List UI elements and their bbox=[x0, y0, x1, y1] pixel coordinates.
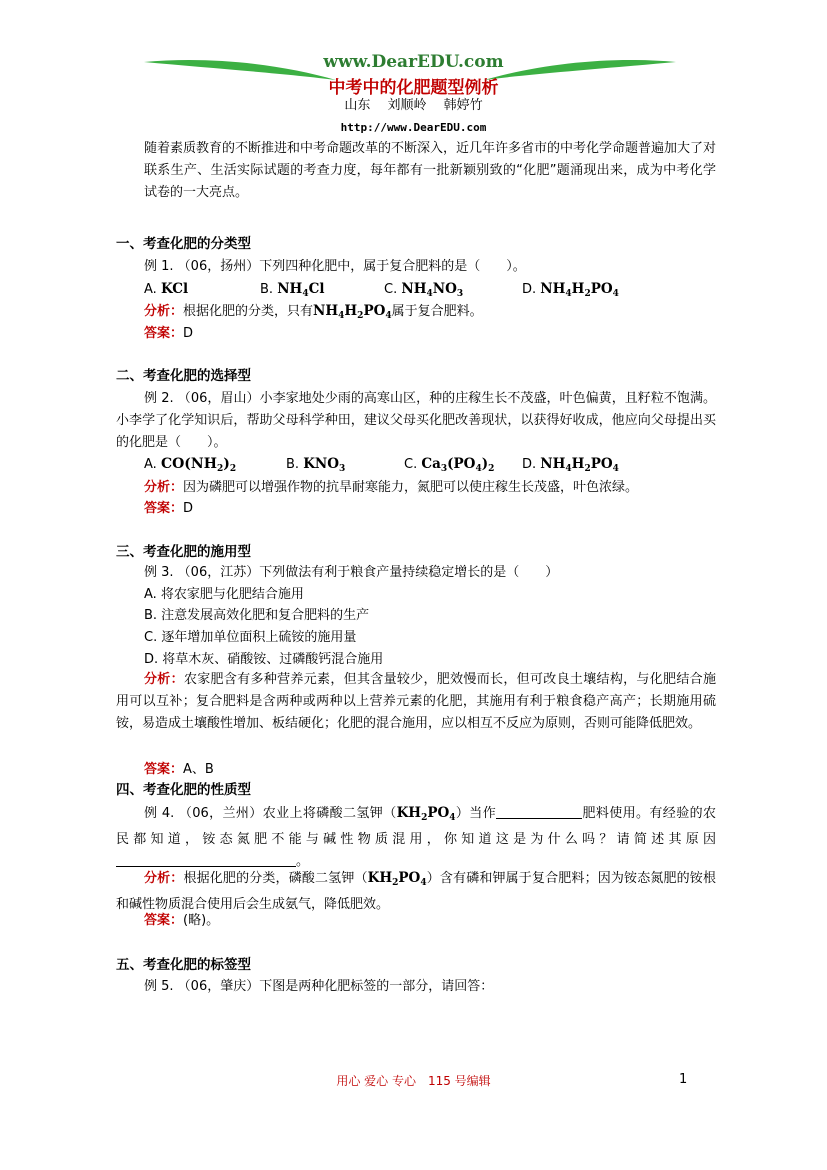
s3-option-a: A. 将农家肥与化肥结合施用 bbox=[144, 587, 304, 602]
s1-option-c: C. $NH_4NO_3$ bbox=[384, 281, 464, 299]
authors: 山东 刘顺岭 韩婷竹 bbox=[344, 98, 483, 113]
intro-paragraph: 随着素质教育的不断推进和中考命题改革的不断深入，近几年许多省市的中考化学命题普遍加大了对联系生产、生活实际试题的考查力度，每年都有一批新颖别致的“化肥”题涌现出来，成为中考化学试卷的一大亮点。 bbox=[144, 141, 717, 200]
s4-question: 例 4. （06，兰州）农业上将磷酸二氢钾$(KH_2PO_4)$当作 肥料使用。有经验的农民都知道，铵态氮肥不能与碱性物质混用，你知道这是为什么吗？请简述其原因。 bbox=[116, 805, 716, 869]
s2-question: 例 2. （06，眉山）小李家地处少雨的高寒山区，种的庄稼生长不茂盛，叶色偏黄，且籽粒不饱满。小李学了化学知识后，帮助父母科学种田，建议父母买化肥改善现状，以获得好收成，他应向父母提出买的化肥是（ ）。 bbox=[116, 391, 716, 450]
s1-option-b: B. $NH_4Cl$ bbox=[260, 281, 325, 299]
section-3-heading: 三、考查化肥的施用型 bbox=[116, 544, 251, 560]
s3-option-d: D. 将草木灰、硝酸铵、过磷酸钙混合施用 bbox=[144, 652, 384, 667]
s4-analysis: 分析：根据化肥的分类，磷酸二氢钾$(KH_2PO_4)$含有磷和钾属于复合肥料；因为铵态氮肥的铵根和碱性物质混合使用后会生成氨气，降低肥效。 bbox=[116, 870, 716, 912]
section-5-heading: 五、考查化肥的标签型 bbox=[116, 957, 251, 973]
footer-text: 用心 爱心 专心 115 号编辑 bbox=[336, 1074, 491, 1088]
fill-blank bbox=[116, 852, 296, 867]
s3-option-c: C. 逐年增加单位面积上硫铵的施用量 bbox=[144, 630, 357, 645]
s2-option-d: D. $NH_4H_2PO_4$ bbox=[522, 456, 619, 474]
s4-answer: 答案：(略)。 bbox=[144, 913, 220, 928]
s2-answer: 答案：D bbox=[144, 501, 194, 516]
s5-question: 例 5. （06，肇庆）下图是两种化肥标签的一部分，请回答： bbox=[144, 979, 494, 994]
s1-option-d: D. $NH_4H_2PO_4$ bbox=[522, 281, 619, 299]
s2-option-c: C. $Ca_3(PO_4)_2$ bbox=[404, 456, 495, 474]
s2-analysis: 分析：因为磷肥可以增强作物的抗旱耐寒能力，氮肥可以使庄稼生长茂盛，叶色浓绿。 bbox=[144, 480, 639, 495]
s2-option-a: A. $CO(NH_2)_2$ bbox=[144, 456, 237, 474]
s3-answer: 答案：A、B bbox=[144, 762, 214, 777]
section-1-heading: 一、考查化肥的分类型 bbox=[116, 236, 251, 252]
source-url: http://www.DearEDU.com bbox=[340, 121, 487, 134]
s1-question: 例 1. （06，扬州）下列四种化肥中，属于复合肥料的是（ ）。 bbox=[144, 259, 526, 274]
section-4-heading: 四、考查化肥的性质型 bbox=[116, 782, 251, 798]
s3-option-b: B. 注意发展高效化肥和复合肥料的生产 bbox=[144, 608, 370, 623]
s3-analysis: 分析：农家肥含有多种营养元素，但其含量较少，肥效慢而长，但可改良土壤结构，与化肥结合施用可以互补；复合肥料是含两种或两种以上营养元素的化肥，其施用有利于粮食稳产高产；长期施用硫铵，易造成土壤酸性增加、板结硬化；化肥的混合施用，应以相互不反应为原则，否则可能降低肥效。 bbox=[116, 672, 716, 731]
section-2-heading: 二、考查化肥的选择型 bbox=[116, 368, 251, 384]
fill-blank bbox=[496, 804, 582, 819]
s1-answer: 答案：D bbox=[144, 326, 194, 341]
s1-option-a: A. KCl bbox=[144, 281, 189, 297]
site-name: www.DearEDU.com bbox=[323, 52, 504, 72]
s1-analysis: 分析：根据化肥的分类，只有$NH_4H_2PO_4$属于复合肥料。 bbox=[144, 303, 483, 321]
s3-question: 例 3. （06，江苏）下列做法有利于粮食产量持续稳定增长的是（ ） bbox=[144, 565, 559, 580]
page-number: 1 bbox=[679, 1072, 688, 1087]
s2-option-b: B. $KNO_3$ bbox=[286, 456, 346, 474]
page-title: 中考中的化肥题型例析 bbox=[328, 78, 499, 98]
